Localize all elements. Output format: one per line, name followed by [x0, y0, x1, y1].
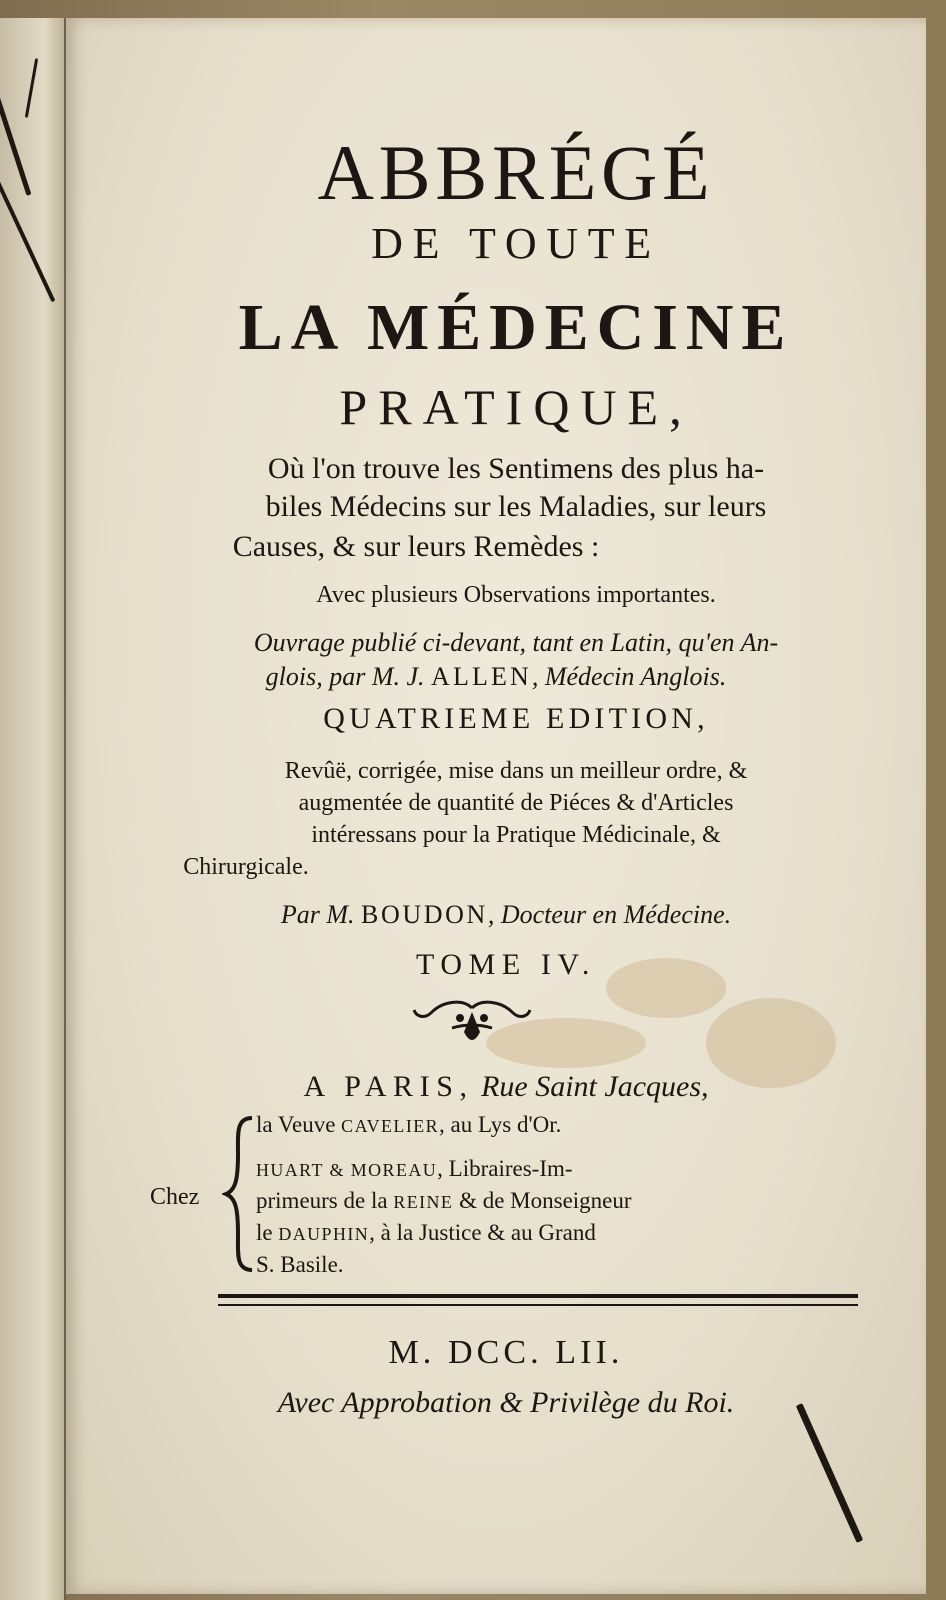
revision-line-1: Revûë, corrigée, mise dans un meilleur ordre, & [284, 758, 748, 784]
fleuron-ornament-icon [412, 998, 532, 1058]
curly-brace-icon [222, 1114, 256, 1274]
approbation-line: Avec Approbation & Privilège du Roi. [277, 1386, 735, 1419]
printer-1-name: CAVELIER [341, 1116, 440, 1136]
publication-post: , Médecin Anglois. [531, 662, 727, 691]
printer-1-line [256, 1112, 561, 1138]
street: Rue Saint Jacques, [481, 1070, 709, 1103]
tome-line: TOME IV. [415, 948, 597, 981]
printer-1-pre: la Veuve [256, 1112, 336, 1137]
pen-mark-1 [0, 80, 31, 196]
pen-mark-3 [25, 58, 38, 118]
double-rule-top [218, 1294, 858, 1298]
title-line-1: ABBRÉGÉ [317, 129, 715, 216]
chez-label: Chez [150, 1184, 200, 1210]
publication-line-2 [66, 662, 926, 692]
observations-line: Avec plusieurs Observations importantes. [316, 582, 716, 608]
printer-2-line-1 [256, 1156, 573, 1182]
subtitle-line-3: Causes, & sur leurs Remèdes : [232, 530, 600, 563]
printer-2-line-1-post: , Libraires-Im- [437, 1156, 573, 1181]
editor-post: , Docteur en Médecine. [487, 900, 732, 929]
revision-line-4: Chirurgicale. [183, 854, 309, 880]
printer-2-line-2-pre: primeurs de la [256, 1188, 388, 1213]
printer-2-name: HUART & MOREAU [256, 1160, 438, 1180]
publication-pre: glois, par M. J. [265, 662, 425, 691]
revision-line-2: augmentée de quantité de Piéces & d'Articles [298, 790, 734, 816]
title-line-2: DE TOUTE [371, 219, 661, 268]
date-line: M. DCC. LII. [388, 1334, 624, 1371]
edition-line: QUATRIEME EDITION, [323, 702, 709, 735]
publication-line-1: Ouvrage publié ci-devant, tant en Latin, qu'en An- [253, 628, 779, 657]
revision-line-3: intéressans pour la Pratique Médicinale, & [311, 822, 721, 848]
imprint-block [66, 1108, 926, 1278]
printer-2-line-4: S. Basile. [256, 1252, 344, 1277]
title-line-3: LA MÉDECINE [238, 291, 794, 364]
facing-page [0, 18, 66, 1600]
city: A PARIS, [303, 1070, 474, 1103]
city-line [76, 1070, 936, 1104]
editor-line [76, 900, 936, 930]
printer-2-dauphin: DAUPHIN [278, 1224, 370, 1244]
printer-2-line-2 [256, 1188, 632, 1214]
printer-2-line-3 [256, 1220, 596, 1246]
pen-mark-page [796, 1403, 863, 1543]
title-line-4: PRATIQUE, [339, 379, 693, 435]
subtitle-line-1: Où l'on trouve les Sentimens des plus ha- [267, 452, 765, 485]
editor-name: BOUDON [361, 900, 488, 929]
printer-1-post: , au Lys d'Or. [439, 1112, 562, 1137]
title-page [66, 18, 926, 1594]
editor-pre: Par M. [280, 900, 355, 929]
printer-2-line-3-post: , à la Justice & au Grand [369, 1220, 596, 1245]
double-rule-bottom [218, 1304, 858, 1306]
printer-2-line-2-post: & de Monseigneur [459, 1188, 632, 1213]
printer-2-reine: REINE [393, 1192, 454, 1212]
author-name: ALLEN [431, 662, 532, 691]
subtitle-line-2: biles Médecins sur les Maladies, sur leurs [265, 490, 767, 523]
printer-2-line-3-pre: le [256, 1220, 273, 1245]
